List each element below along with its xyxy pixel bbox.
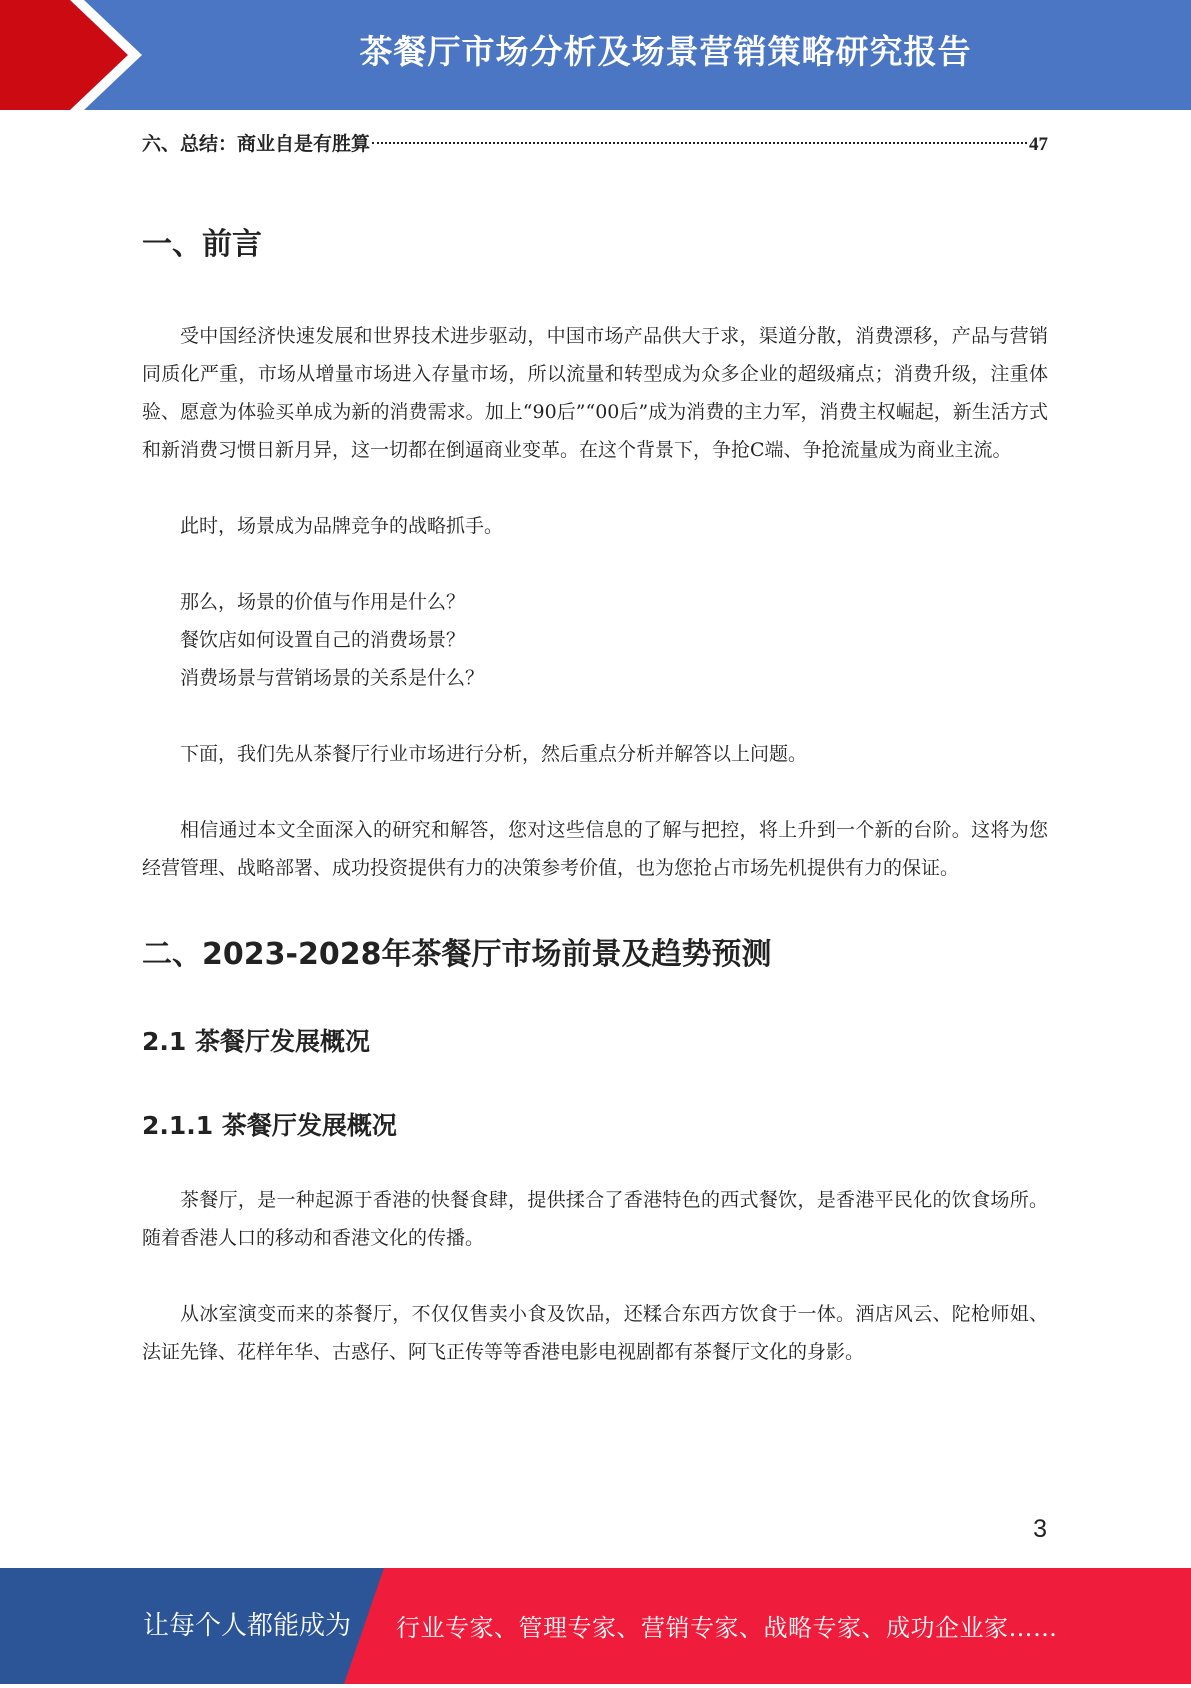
toc-leader-dots <box>372 142 1027 144</box>
paragraph: 此时，场景成为品牌竞争的战略抓手。 <box>180 515 504 537</box>
section-heading-preface: 一、前言 <box>142 227 262 262</box>
paragraph: 受中国经济快速发展和世界技术进步驱动，中国市场产品供大于求，渠道分散，消费漂移，产品与营销同质化严重，市场从增量市场进入存量市场，所以流量和转型成为众多企业的超级痛点；消费升级，注重体验、愿意为体验买单成为新的消费需求。加上“90后”“00后”成为消费的主力军，消费主权崛起，新生活方式和新消费习惯日新月异，这一切都在倒逼商业变革。在这个背景下，争抢C端、争抢流量成为商业主流。 <box>142 325 1048 461</box>
paragraph: 相信通过本文全面深入的研究和解答，您对这些信息的了解与把控，将上升到一个新的台阶。这将为您经营管理、战略部署、成功投资提供有力的决策参考价值，也为您抢占市场先机提供有力的保证。 <box>142 819 1048 879</box>
header-banner <box>0 0 1191 110</box>
report-title: 茶餐厅市场分析及场景营销策略研究报告 <box>359 32 972 71</box>
question-line: 餐饮店如何设置自己的消费场景？ <box>180 629 466 651</box>
section-heading-forecast: 二、2023-2028年茶餐厅市场前景及趋势预测 <box>142 937 772 972</box>
toc-entry-page: 47 <box>1029 134 1048 155</box>
footer-banner <box>0 1568 1191 1684</box>
question-line: 那么，场景的价值与作用是什么？ <box>180 591 466 613</box>
paragraph: 茶餐厅，是一种起源于香港的快餐食肆，提供揉合了香港特色的西式餐饮，是香港平民化的饮食场所。随着香港人口的移动和香港文化的传播。 <box>142 1189 1048 1249</box>
paragraph: 下面，我们先从茶餐厅行业市场进行分析，然后重点分析并解答以上问题。 <box>180 743 808 765</box>
subsubsection-heading: 2.1.1 茶餐厅发展概况 <box>142 1111 397 1140</box>
page-content <box>142 120 1048 1371</box>
subsection-heading: 2.1 茶餐厅发展概况 <box>142 1027 370 1056</box>
footer-slogan-right: 行业专家、管理专家、营销专家、战略专家、成功企业家…… <box>396 1614 1058 1642</box>
question-line: 消费场景与营销场景的关系是什么？ <box>180 667 485 689</box>
footer-slogan-left: 让每个人都能成为 <box>143 1611 352 1641</box>
header-arrow-decoration <box>0 0 160 110</box>
page-number: 3 <box>1033 1515 1047 1543</box>
toc-entry[interactable] <box>142 120 1048 168</box>
toc-entry-text: 六、总结：商业自是有胜算 <box>142 133 371 155</box>
paragraph: 从冰室演变而来的茶餐厅，不仅仅售卖小食及饮品，还糅合东西方饮食于一体。酒店风云、陀枪师姐、法证先锋、花样年华、古惑仔、阿飞正传等等香港电影电视剧都有茶餐厅文化的身影。 <box>142 1303 1048 1363</box>
